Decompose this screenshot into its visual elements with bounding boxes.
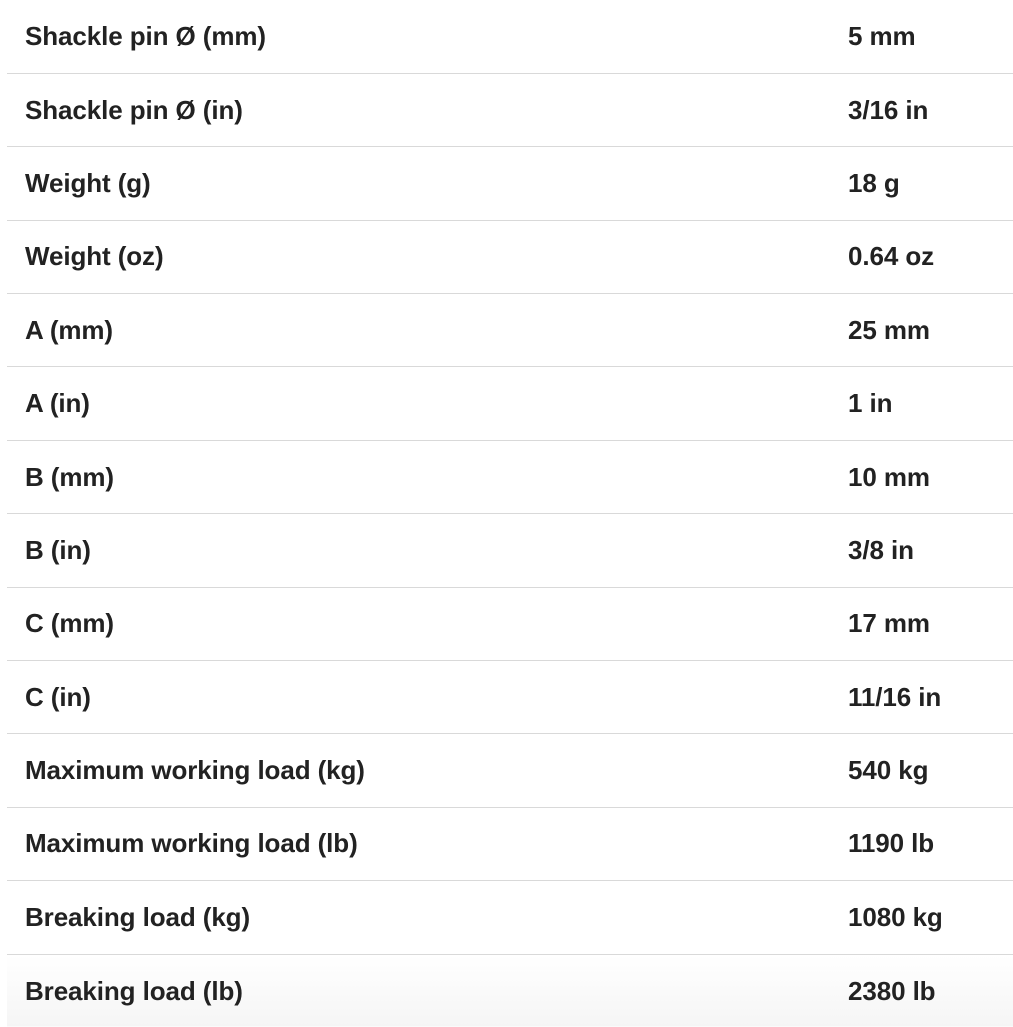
spec-row-shackle-pin-in bbox=[7, 73, 1013, 146]
spec-row-max-working-load-kg bbox=[7, 734, 1013, 807]
spec-value: 3/8 in bbox=[848, 534, 914, 565]
spec-row-c-mm bbox=[7, 587, 1013, 660]
spec-row-breaking-load-kg bbox=[7, 881, 1013, 954]
spec-value: 2380 lb bbox=[830, 954, 1013, 1027]
spec-label: C (in) bbox=[25, 681, 91, 712]
spec-row-weight-g bbox=[7, 147, 1013, 220]
spec-value: 5 mm bbox=[848, 20, 916, 51]
specifications-table-body bbox=[7, 0, 1013, 1027]
spec-label: A (mm) bbox=[25, 314, 113, 345]
spec-value: 1 in bbox=[848, 388, 893, 419]
spec-value: 1080 kg bbox=[848, 901, 943, 932]
spec-label: Breaking load (kg) bbox=[25, 901, 251, 932]
spec-row-c-in bbox=[7, 661, 1013, 734]
spec-label: Maximum working load (kg) bbox=[25, 755, 365, 786]
spec-row-b-mm bbox=[7, 440, 1013, 513]
spec-value: 540 kg bbox=[848, 755, 929, 786]
spec-value: 10 mm bbox=[848, 461, 930, 492]
spec-value: 25 mm bbox=[848, 314, 930, 345]
spec-value: 18 g bbox=[848, 167, 900, 198]
spec-value: 11/16 in bbox=[848, 681, 942, 712]
spec-value: 0.64 oz bbox=[848, 241, 935, 272]
specifications-table bbox=[7, 0, 1013, 1027]
spec-row-a-mm bbox=[7, 294, 1013, 367]
spec-label: C (mm) bbox=[25, 608, 114, 639]
spec-row-b-in bbox=[7, 514, 1013, 587]
spec-row-max-working-load-lb bbox=[7, 807, 1013, 880]
spec-label: Shackle pin Ø (in) bbox=[25, 94, 243, 125]
spec-label: B (in) bbox=[25, 534, 91, 565]
spec-value: 3/16 in bbox=[848, 94, 929, 125]
spec-label: Maximum working load (lb) bbox=[25, 828, 358, 859]
spec-row-a-in bbox=[7, 367, 1013, 440]
spec-value: 17 mm bbox=[848, 608, 930, 639]
spec-label: Shackle pin Ø (mm) bbox=[25, 20, 266, 51]
spec-label: Weight (oz) bbox=[25, 241, 164, 272]
spec-row-weight-oz bbox=[7, 220, 1013, 293]
spec-value: 1190 lb bbox=[848, 828, 935, 859]
spec-label: Weight (g) bbox=[25, 167, 151, 198]
spec-label: A (in) bbox=[25, 388, 90, 419]
spec-row-shackle-pin-mm bbox=[7, 0, 1013, 73]
spec-label: B (mm) bbox=[25, 461, 114, 492]
spec-row-breaking-load-lb bbox=[7, 954, 1013, 1027]
spec-label: Breaking load (lb) bbox=[7, 954, 830, 1027]
